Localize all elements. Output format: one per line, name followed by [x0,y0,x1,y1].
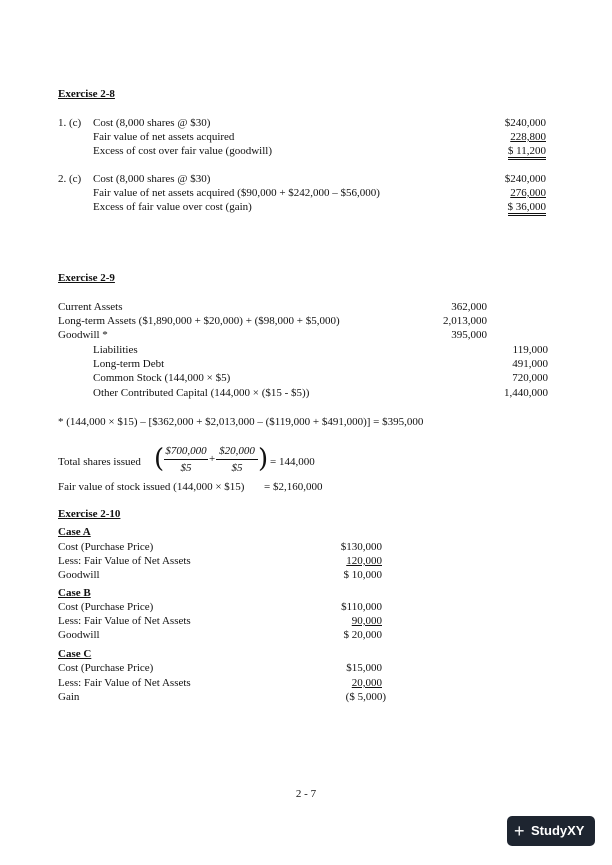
journal-credit-value: 491,000 [512,358,548,370]
part-2-label: 2. (c) [58,173,82,185]
total-shares-result: = 144,000 [270,456,315,468]
fraction-numerator: $20,000 [219,445,255,457]
right-paren: ) [258,444,269,474]
journal-credit-label: Other Contributed Capital (144,000 × ($15 - $5)) [93,387,310,399]
goodwill-footnote: * (144,000 × $15) – [$362,000 + $2,013,000 – ($119,000 + $491,000)] = $395,000 [58,416,424,428]
fraction-numerator: $700,000 [165,445,207,457]
case-row-value: 20,000 [351,677,382,689]
row-value: 228,800 [510,131,546,143]
case-row-label: Gain [58,691,80,703]
fraction-denominator: $5 [180,462,192,474]
plus-sign: + [209,453,216,465]
case-row-label: Cost (Purchase Price) [58,662,154,674]
fraction-bar [216,459,258,460]
part-1-label: 1. (c) [58,117,82,129]
studyxy-badge[interactable] [507,816,595,846]
left-paren: ( [154,444,165,474]
row-value: 276,000 [510,187,546,199]
exercise-2-8-heading: Exercise 2-8 [58,88,115,100]
case-row-value: 120,000 [346,555,382,567]
badge-text: StudyXY [531,823,585,838]
row-value: $240,000 [504,117,546,129]
row-value: $240,000 [504,173,546,185]
fraction-denominator: $5 [231,462,243,474]
fair-value-result: = $2,160,000 [264,481,323,493]
case-row-value: $ 20,000 [343,629,382,641]
journal-credit-label: Common Stock (144,000 × $5) [93,372,231,384]
journal-credit-label: Liabilities [93,344,138,356]
case-row-label: Less: Fair Value of Net Assets [58,615,191,627]
exercise-2-9-heading: Exercise 2-9 [58,272,115,284]
page-number: 2 - 7 [295,788,317,800]
journal-debit-value: 362,000 [451,301,487,313]
fair-value-label: Fair value of stock issued (144,000 × $15) [58,481,245,493]
case-title: Case B [58,587,91,599]
journal-credit-label: Long-term Debt [93,358,165,370]
journal-credit-value: 1,440,000 [504,387,548,399]
case-row-label: Cost (Purchase Price) [58,601,154,613]
journal-debit-value: 2,013,000 [443,315,487,327]
journal-debit-value: 395,000 [451,329,487,341]
row-value: $ 36,000 [508,201,547,216]
case-row-value: ($ 5,000) [345,691,386,703]
row-label: Cost (8,000 shares @ $30) [93,173,211,185]
case-title: Case A [58,526,91,538]
row-label: Excess of fair value over cost (gain) [93,201,252,213]
row-value: $ 11,200 [508,145,546,160]
case-row-label: Less: Fair Value of Net Assets [58,677,191,689]
journal-credit-value: 720,000 [512,372,548,384]
journal-debit-label: Long-term Assets ($1,890,000 + $20,000) + ($98,000 + $5,000) [58,315,340,327]
case-row-label: Goodwill [58,569,100,581]
case-row-value: 90,000 [351,615,382,627]
fraction-bar [164,459,208,460]
case-row-label: Less: Fair Value of Net Assets [58,555,191,567]
row-label: Excess of cost over fair value (goodwill) [93,145,272,157]
row-label: Fair value of net assets acquired ($90,000 + $242,000 – $56,000) [93,187,380,199]
case-row-value: $15,000 [346,662,382,674]
case-row-value: $110,000 [341,601,382,613]
case-row-value: $ 10,000 [343,569,382,581]
case-title: Case C [58,648,92,660]
journal-debit-label: Current Assets [58,301,123,313]
total-shares-label: Total shares issued [58,456,141,468]
journal-debit-label: Goodwill * [58,329,108,341]
journal-credit-value: 119,000 [512,344,548,356]
plus-icon: + [514,821,525,841]
row-label: Cost (8,000 shares @ $30) [93,117,211,129]
exercise-2-10-heading: Exercise 2-10 [58,508,121,520]
row-label: Fair value of net assets acquired [93,131,235,143]
case-row-value: $130,000 [340,541,382,553]
case-row-label: Goodwill [58,629,100,641]
case-row-label: Cost (Purchase Price) [58,541,154,553]
